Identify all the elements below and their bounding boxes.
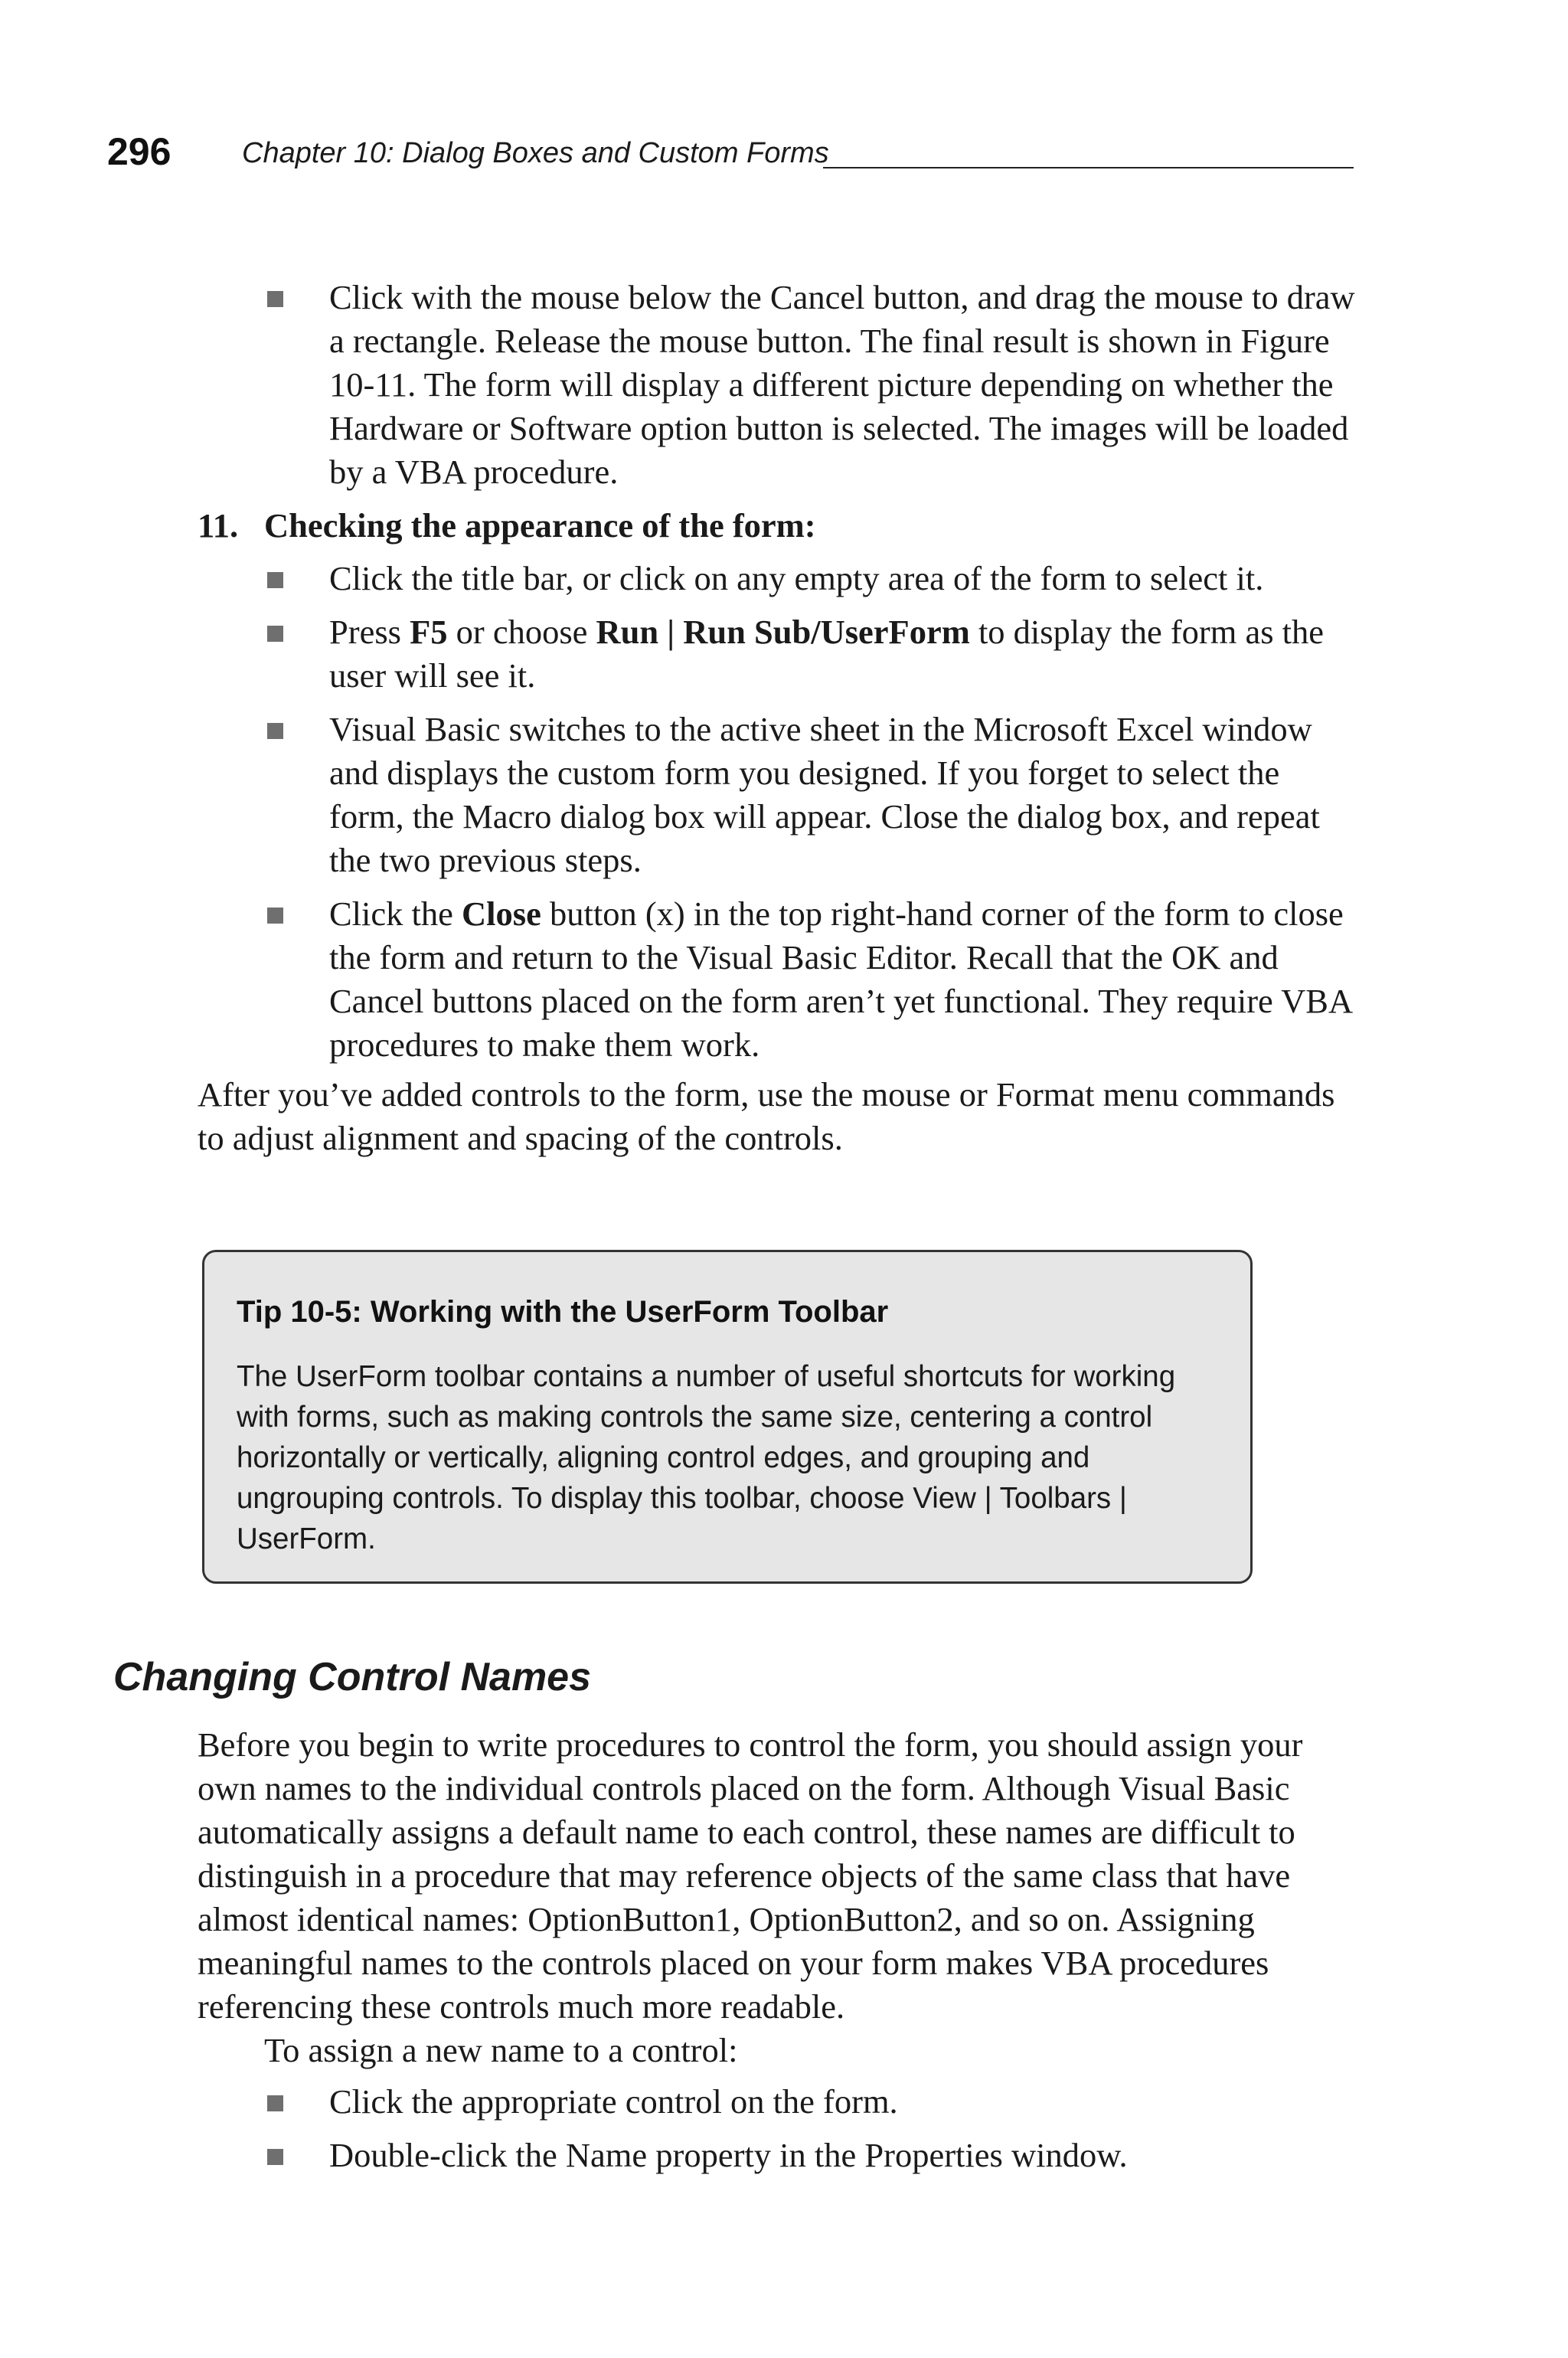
text-run: Press [329,613,410,651]
page-header [107,129,1354,175]
square-bullet-icon [267,908,283,924]
list-item [0,708,1355,882]
keyword-run-menu: Run | Run Sub/UserForm [596,613,970,651]
body-paragraph: After you’ve added controls to the form, use the mouse or Format menu commands to adjust alignment and spacing of the controls. [198,1075,1335,1157]
list-item-text: Visual Basic switches to the active sheet in the Microsoft Excel window and displays the custom form you designed. If you forget to select the form, the Macro dialog box will appear. Close the dialog box, and repeat the two previous steps. [329,710,1320,879]
list-item [0,2080,1355,2124]
list-item-text: Double-click the Name property in the Properties window. [329,2136,1128,2174]
section-heading: Changing Control Names [113,1655,592,1699]
text-run: to display the form as the user will see it. [329,613,1325,695]
main-content [0,276,1568,1160]
running-head-chapter-title: Chapter 10: Dialog Boxes and Custom Forms [242,137,829,169]
page-number: 296 [107,130,172,173]
text-run: or choose [447,613,596,651]
text-run: button (x) in the top right-hand corner of the form to close the form and return to the Visual Basic Editor. Recall that the OK and Cancel buttons placed on the form aren’t yet functional. They require VBA procedures to make them work. [329,894,1351,1064]
tip-box [202,1250,1253,1584]
square-bullet-icon [267,626,283,642]
square-bullet-icon [267,2149,283,2165]
list-item-text: Click the title bar, or click on any empty area of the form to select it. [329,559,1264,597]
list-item-text: Click the appropriate control on the form. [329,2082,898,2121]
square-bullet-icon [267,291,283,307]
numbered-step-11 [0,504,1568,548]
keyword-close: Close [462,894,541,933]
square-bullet-icon [267,2095,283,2111]
step-label: Checking the appearance of the form: [264,506,816,545]
list-item [0,610,1355,698]
body-paragraph: Before you begin to write procedures to control the form, you should assign your own names to the individual controls placed on the form. Although Visual Basic automatically assigns a default name to each control, these names are difficult to distinguish in a procedure that may reference objects of the same class that have almost identical names: OptionButton1, OptionButton2, and so on. Assigning meaningful names to the controls placed on your form makes VBA procedures referencing these controls much more readable. [198,1725,1303,2026]
list-item [0,2134,1355,2177]
list-item [0,276,1355,494]
step-number: 11. [198,506,239,545]
header-rule [823,167,1354,168]
tip-body: The UserForm toolbar contains a number of useful shortcuts for working with forms, such as making controls the same size, centering a control horizontally or vertically, aligning control edges, and grouping and ungrouping controls. To display this toolbar, choose View | Toolbars | UserForm. [237,1360,1176,1555]
text-run: Click the [329,894,462,933]
section-body [0,1723,1568,2187]
tip-title: Tip 10-5: Working with the UserForm Toolbar [237,1295,889,1329]
square-bullet-icon [267,723,283,739]
keyword-f5: F5 [410,613,448,651]
square-bullet-icon [267,572,283,588]
list-item [0,892,1355,1067]
body-paragraph-intro: To assign a new name to a control: [264,2031,738,2069]
list-item [0,557,1355,600]
list-item-text: Click with the mouse below the Cancel button, and drag the mouse to draw a rectangle. Release the mouse button. The final result is shown in Figure 10-11. The form will display a different picture depending on whether the Hardware or Software option button is selected. The images will be loaded by a VBA procedure. [329,278,1355,491]
